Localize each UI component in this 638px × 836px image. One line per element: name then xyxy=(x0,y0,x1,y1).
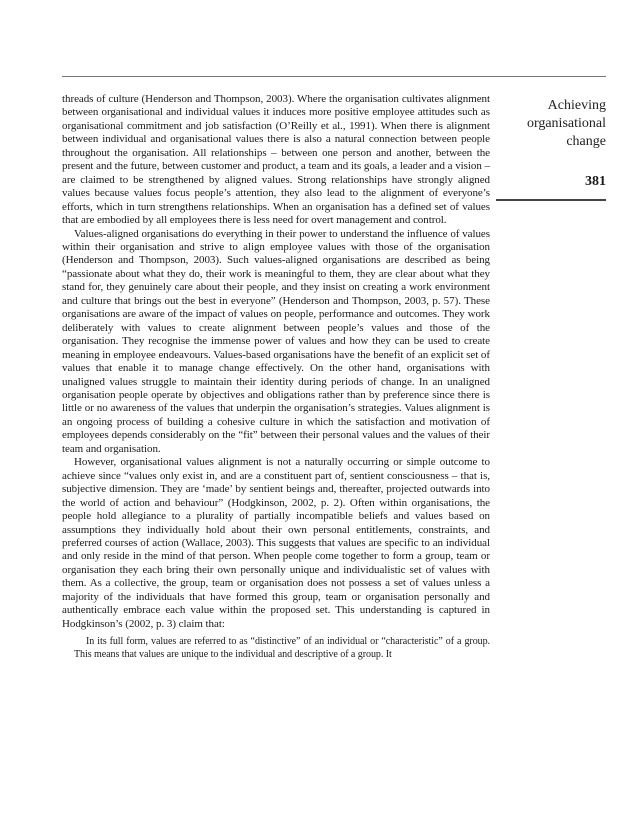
paragraph-3: However, organisational values alignment is not a naturally occurring or simple outcome to achieve since “values only exist in, and are a constituent part of, sentient consciousness – that is, subjective dimension. They are ‘made’ by sentient beings and, thereafter, projected outwards into the world of action and behaviour” (Hodgkinson, 2002, p. 2). Often within organisations, the people hold allegiance to a plurality of partially incompatible beliefs and values based on assumptions they individually hold about their own personal entitlements, constraints, and preferred courses of action (Wallace, 2003). This suggests that values are specific to an individual and only reside in the mind of that person. When people come together to form a group, team or organisation they each bring their own personally unique and individualistic set of values with them. As a collective, the group, team or organisation does not possess a set of values unless a majority of the individuals that have formed this group, team or organisation personally and authentically embrace each value within the proposed set. This understanding is captured in Hodgkinson’s (2002, p. 3) claim that: xyxy=(62,456,490,630)
paragraph-2: Values-aligned organisations do everything in their power to understand the influence of values within their organisation and strive to align employee values with those of the organisation (Henderson and Thompson, 2003). Such values-aligned organisations are described as being “passionate about what they do, their work is meaningful to them, they are clear about what they stand for, they genuinely care about their people, and they insist on creating a work environment and culture that brings out the best in everyone” (Henderson and Thompson, 2003, p. 57). These organisations are aware of the impact of values on people, performance and outcomes. They work deliberately with values to create alignment between people’s values and those of the organisation. They recognise the immense power of values and how they can be used to create meaning in employee endeavours. Values-based organisations have the benefit of an explicit set of values that enable it to manage change effectively. On the other hand, organisations with unaligned values struggle to maintain their identity during periods of change. In an unaligned organisation people operate by objectives and obligations rather than by preference since there is little or no awareness of the values that underpin the organisation’s strategies. Values alignment is an ongoing process of building a cohesive culture in which the satisfaction and motivation of employees depends considerably on the “fit” between their personal values and the values of their team and organisation. xyxy=(62,227,490,455)
margin-column xyxy=(496,97,606,190)
running-head: Achieving organisational change xyxy=(526,98,606,149)
block-quote: In its full form, values are referred to as “distinctive” of an individual or “characteristic” of a group. This means that values are unique to the individual and descriptive of a group. It xyxy=(74,636,490,661)
margin-rule xyxy=(496,199,606,201)
page-number: 381 xyxy=(585,174,606,189)
header-rule xyxy=(62,76,606,77)
body-text xyxy=(62,93,490,662)
paragraph-1: threads of culture (Henderson and Thompson, 2003). Where the organisation cultivates alignment between organisational and individual values it induces more positive employee attitudes such as organisational commitment and job satisfaction (O’Reilly et al., 1991). When there is alignment between individual and organisational values there is also a natural connection between people throughout the organisation. All relationships – between one person and another, between the present and the future, between customer and product, a team and its goals, a leader and a vision – are claimed to be strengthened by aligned values. Strong relationships have strongly aligned values because values focus people’s attention, they also lead to the alignment of everyone’s efforts, which in turn strengthens relationships. When an organisation has a defined set of values that are embodied by all employees there is less need for overt management and control. xyxy=(62,93,490,227)
